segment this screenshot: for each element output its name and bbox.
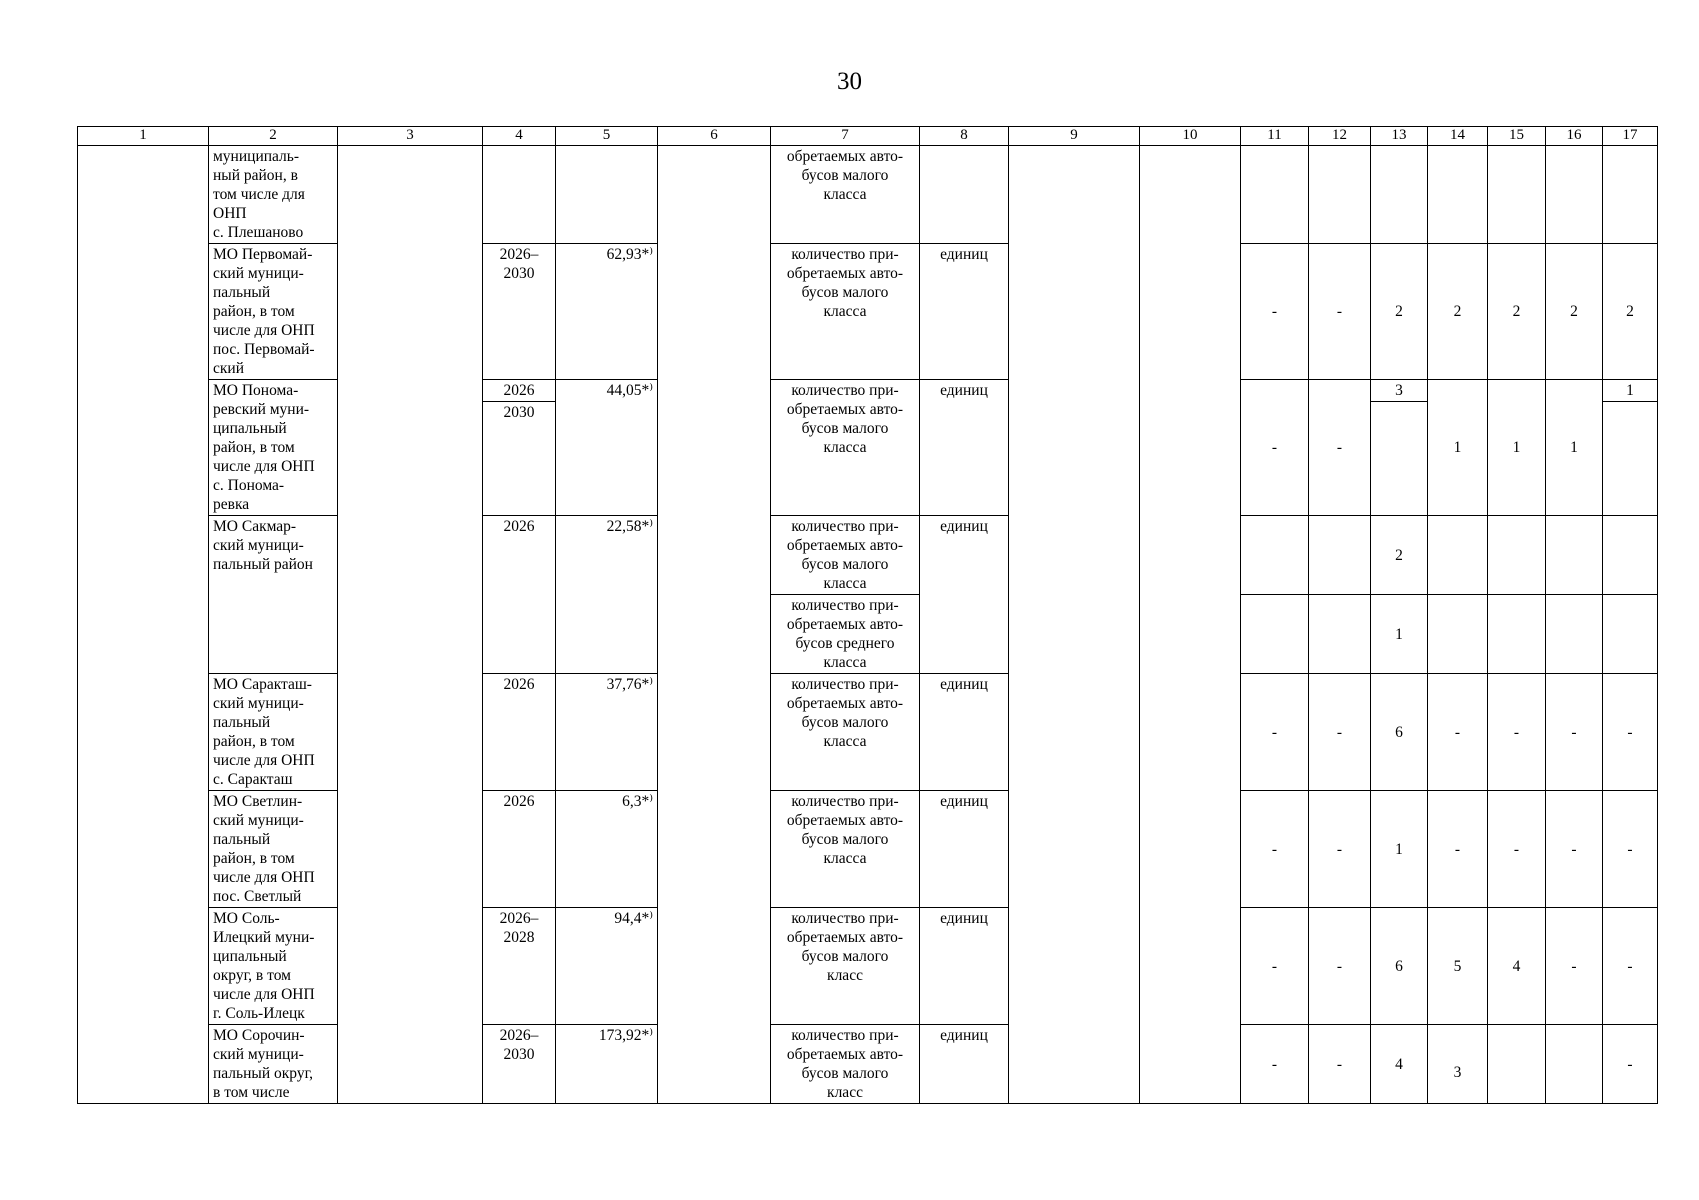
year-value-cell bbox=[1371, 146, 1428, 244]
year-value-cell bbox=[1603, 595, 1658, 674]
year-value-cell: - bbox=[1546, 791, 1603, 908]
municipality-cell: МО Первомай- ский муници- пальный район, в том числе для ОНП пос. Первомай- ский bbox=[209, 244, 338, 380]
year-value-cell: 4 bbox=[1488, 908, 1546, 1025]
year-value-cell: - bbox=[1241, 908, 1309, 1025]
year-value-cell: - bbox=[1241, 674, 1309, 791]
year-value-cell: - bbox=[1603, 674, 1658, 791]
year-value-cell: - bbox=[1428, 791, 1488, 908]
header-cell: 16 bbox=[1546, 127, 1603, 146]
col6-cell bbox=[658, 146, 771, 1104]
page-number: 30 bbox=[837, 68, 862, 95]
col9-cell bbox=[1009, 146, 1140, 1104]
year-value-cell: 2 bbox=[1371, 244, 1428, 380]
period-cell: 2026– 2028 bbox=[483, 908, 556, 1025]
period-cell: 2026 bbox=[483, 516, 556, 674]
year-value-cell: 6 bbox=[1371, 908, 1428, 1025]
program-table bbox=[77, 126, 1658, 1104]
year-value-cell: - bbox=[1309, 791, 1371, 908]
table-row bbox=[78, 516, 1658, 595]
year-value-cell bbox=[1309, 146, 1371, 244]
municipality-cell: МО Сорочин- ский муници- пальный округ, в том числе bbox=[209, 1025, 338, 1104]
header-cell: 15 bbox=[1488, 127, 1546, 146]
header-cell: 13 bbox=[1371, 127, 1428, 146]
year-value-cell: - bbox=[1603, 791, 1658, 908]
table-row bbox=[78, 380, 1658, 402]
year-value-cell bbox=[1241, 146, 1309, 244]
year-value-cell: 1 bbox=[1428, 380, 1488, 516]
year-value-cell bbox=[1309, 516, 1371, 595]
table-row bbox=[78, 244, 1658, 380]
year-value-cell: 1 bbox=[1488, 380, 1546, 516]
amount-cell: 22,58*⁾ bbox=[556, 516, 658, 674]
unit-cell: единиц bbox=[920, 244, 1009, 380]
header-cell: 12 bbox=[1309, 127, 1371, 146]
year-value-cell bbox=[1241, 516, 1309, 595]
indicator-cell: количество при- обретаемых авто- бусов малого класса bbox=[771, 674, 920, 791]
year-value-cell bbox=[1428, 516, 1488, 595]
indicator-cell: количество при- обретаемых авто- бусов малого класса bbox=[771, 244, 920, 380]
year-value-cell: - bbox=[1309, 674, 1371, 791]
period-cell: 2026 bbox=[483, 380, 556, 402]
year-value-cell: 2 bbox=[1371, 516, 1428, 595]
year-value-cell: 5 bbox=[1428, 908, 1488, 1025]
period-cell: 2026 bbox=[483, 674, 556, 791]
indicator-cell: количество при- обретаемых авто- бусов малого класс bbox=[771, 1025, 920, 1104]
year-value-cell: 1 bbox=[1371, 791, 1428, 908]
indicator-cell: количество при- обретаемых авто- бусов малого класс bbox=[771, 908, 920, 1025]
amount-cell: 44,05*⁾ bbox=[556, 380, 658, 516]
table-row bbox=[78, 791, 1658, 908]
amount-cell bbox=[556, 146, 658, 244]
municipality-cell: МО Соль- Илецкий муни- ципальный округ, в том числе для ОНП г. Соль-Илецк bbox=[209, 908, 338, 1025]
year-value-cell: 4 bbox=[1371, 1025, 1428, 1104]
year-value-cell: 2 bbox=[1428, 244, 1488, 380]
year-value-cell bbox=[1546, 1025, 1603, 1104]
header-cell: 8 bbox=[920, 127, 1009, 146]
amount-cell: 6,3*⁾ bbox=[556, 791, 658, 908]
year-value-cell: - bbox=[1241, 791, 1309, 908]
year-value-cell bbox=[1241, 595, 1309, 674]
year-value-cell bbox=[1546, 595, 1603, 674]
indicator-cell: количество при- обретаемых авто- бусов малого класса bbox=[771, 516, 920, 595]
amount-cell: 62,93*⁾ bbox=[556, 244, 658, 380]
period-cell: 2026– 2030 bbox=[483, 1025, 556, 1104]
unit-cell: единиц bbox=[920, 516, 1009, 674]
year-value-cell: - bbox=[1241, 380, 1309, 516]
year-value-cell: 3 bbox=[1371, 380, 1428, 402]
unit-cell: единиц bbox=[920, 674, 1009, 791]
table-row bbox=[78, 146, 1658, 244]
unit-cell: единиц bbox=[920, 791, 1009, 908]
period-cell: 2026 bbox=[483, 791, 556, 908]
year-value-cell: 1 bbox=[1371, 595, 1428, 674]
year-value-cell: 2 bbox=[1546, 244, 1603, 380]
year-value-cell: 3 bbox=[1428, 1025, 1488, 1104]
year-value-cell: 1 bbox=[1546, 380, 1603, 516]
unit-cell: единиц bbox=[920, 908, 1009, 1025]
table-row bbox=[78, 908, 1658, 1025]
header-cell: 14 bbox=[1428, 127, 1488, 146]
header-cell: 1 bbox=[78, 127, 209, 146]
table-row bbox=[78, 674, 1658, 791]
unit-cell: единиц bbox=[920, 1025, 1009, 1104]
unit-cell bbox=[920, 146, 1009, 244]
indicator-cell: обретаемых авто- бусов малого класса bbox=[771, 146, 920, 244]
indicator-cell: количество при- обретаемых авто- бусов среднего класса bbox=[771, 595, 920, 674]
municipality-cell: МО Сакмар- ский муници- пальный район bbox=[209, 516, 338, 674]
indicator-cell: количество при- обретаемых авто- бусов малого класса bbox=[771, 791, 920, 908]
header-cell: 11 bbox=[1241, 127, 1309, 146]
year-value-cell: - bbox=[1309, 1025, 1371, 1104]
unit-cell: единиц bbox=[920, 380, 1009, 516]
period-cell: 2026– 2030 bbox=[483, 244, 556, 380]
year-value-cell: - bbox=[1241, 1025, 1309, 1104]
municipality-cell: муниципаль- ный район, в том числе для ОНП с. Плешаново bbox=[209, 146, 338, 244]
year-value-cell bbox=[1488, 595, 1546, 674]
header-cell: 4 bbox=[483, 127, 556, 146]
year-value-cell: - bbox=[1428, 674, 1488, 791]
year-value-cell: - bbox=[1603, 908, 1658, 1025]
header-cell: 2 bbox=[209, 127, 338, 146]
period-cell bbox=[483, 146, 556, 244]
col1-cell bbox=[78, 146, 209, 1104]
year-value-cell: - bbox=[1603, 1025, 1658, 1104]
year-value-cell: 2 bbox=[1603, 244, 1658, 380]
amount-cell: 173,92*⁾ bbox=[556, 1025, 658, 1104]
header-cell: 3 bbox=[338, 127, 483, 146]
year-value-cell: - bbox=[1546, 674, 1603, 791]
amount-cell: 37,76*⁾ bbox=[556, 674, 658, 791]
year-value-cell bbox=[1309, 595, 1371, 674]
year-value-cell: 6 bbox=[1371, 674, 1428, 791]
header-cell: 6 bbox=[658, 127, 771, 146]
municipality-cell: МО Светлин- ский муници- пальный район, в том числе для ОНП пос. Светлый bbox=[209, 791, 338, 908]
table-row bbox=[78, 1025, 1658, 1104]
year-value-cell bbox=[1428, 595, 1488, 674]
municipality-cell: МО Саракташ- ский муници- пальный район, в том числе для ОНП с. Саракташ bbox=[209, 674, 338, 791]
col10-cell bbox=[1140, 146, 1241, 1104]
year-value-cell: - bbox=[1241, 244, 1309, 380]
year-value-cell: - bbox=[1488, 674, 1546, 791]
year-value-cell bbox=[1488, 146, 1546, 244]
header-cell: 9 bbox=[1009, 127, 1140, 146]
year-value-cell: - bbox=[1309, 244, 1371, 380]
year-value-cell bbox=[1371, 402, 1428, 516]
amount-cell: 94,4*⁾ bbox=[556, 908, 658, 1025]
year-value-cell bbox=[1428, 146, 1488, 244]
year-value-cell: - bbox=[1309, 380, 1371, 516]
year-value-cell bbox=[1603, 146, 1658, 244]
year-value-cell bbox=[1546, 146, 1603, 244]
year-value-cell bbox=[1488, 1025, 1546, 1104]
year-value-cell bbox=[1603, 402, 1658, 516]
municipality-cell: МО Понома- ревский муни- ципальный район, в том числе для ОНП с. Понома- ревка bbox=[209, 380, 338, 516]
year-value-cell: - bbox=[1488, 791, 1546, 908]
year-value-cell: - bbox=[1309, 908, 1371, 1025]
year-value-cell bbox=[1546, 516, 1603, 595]
period-cell: 2030 bbox=[483, 402, 556, 516]
header-cell: 10 bbox=[1140, 127, 1241, 146]
header-cell: 7 bbox=[771, 127, 920, 146]
header-cell: 5 bbox=[556, 127, 658, 146]
year-value-cell: 1 bbox=[1603, 380, 1658, 402]
year-value-cell: 2 bbox=[1488, 244, 1546, 380]
year-value-cell bbox=[1603, 516, 1658, 595]
header-row bbox=[78, 127, 1658, 146]
year-value-cell: - bbox=[1546, 908, 1603, 1025]
year-value-cell bbox=[1488, 516, 1546, 595]
indicator-cell: количество при- обретаемых авто- бусов малого класса bbox=[771, 380, 920, 516]
header-cell: 17 bbox=[1603, 127, 1658, 146]
col3-cell bbox=[338, 146, 483, 1104]
